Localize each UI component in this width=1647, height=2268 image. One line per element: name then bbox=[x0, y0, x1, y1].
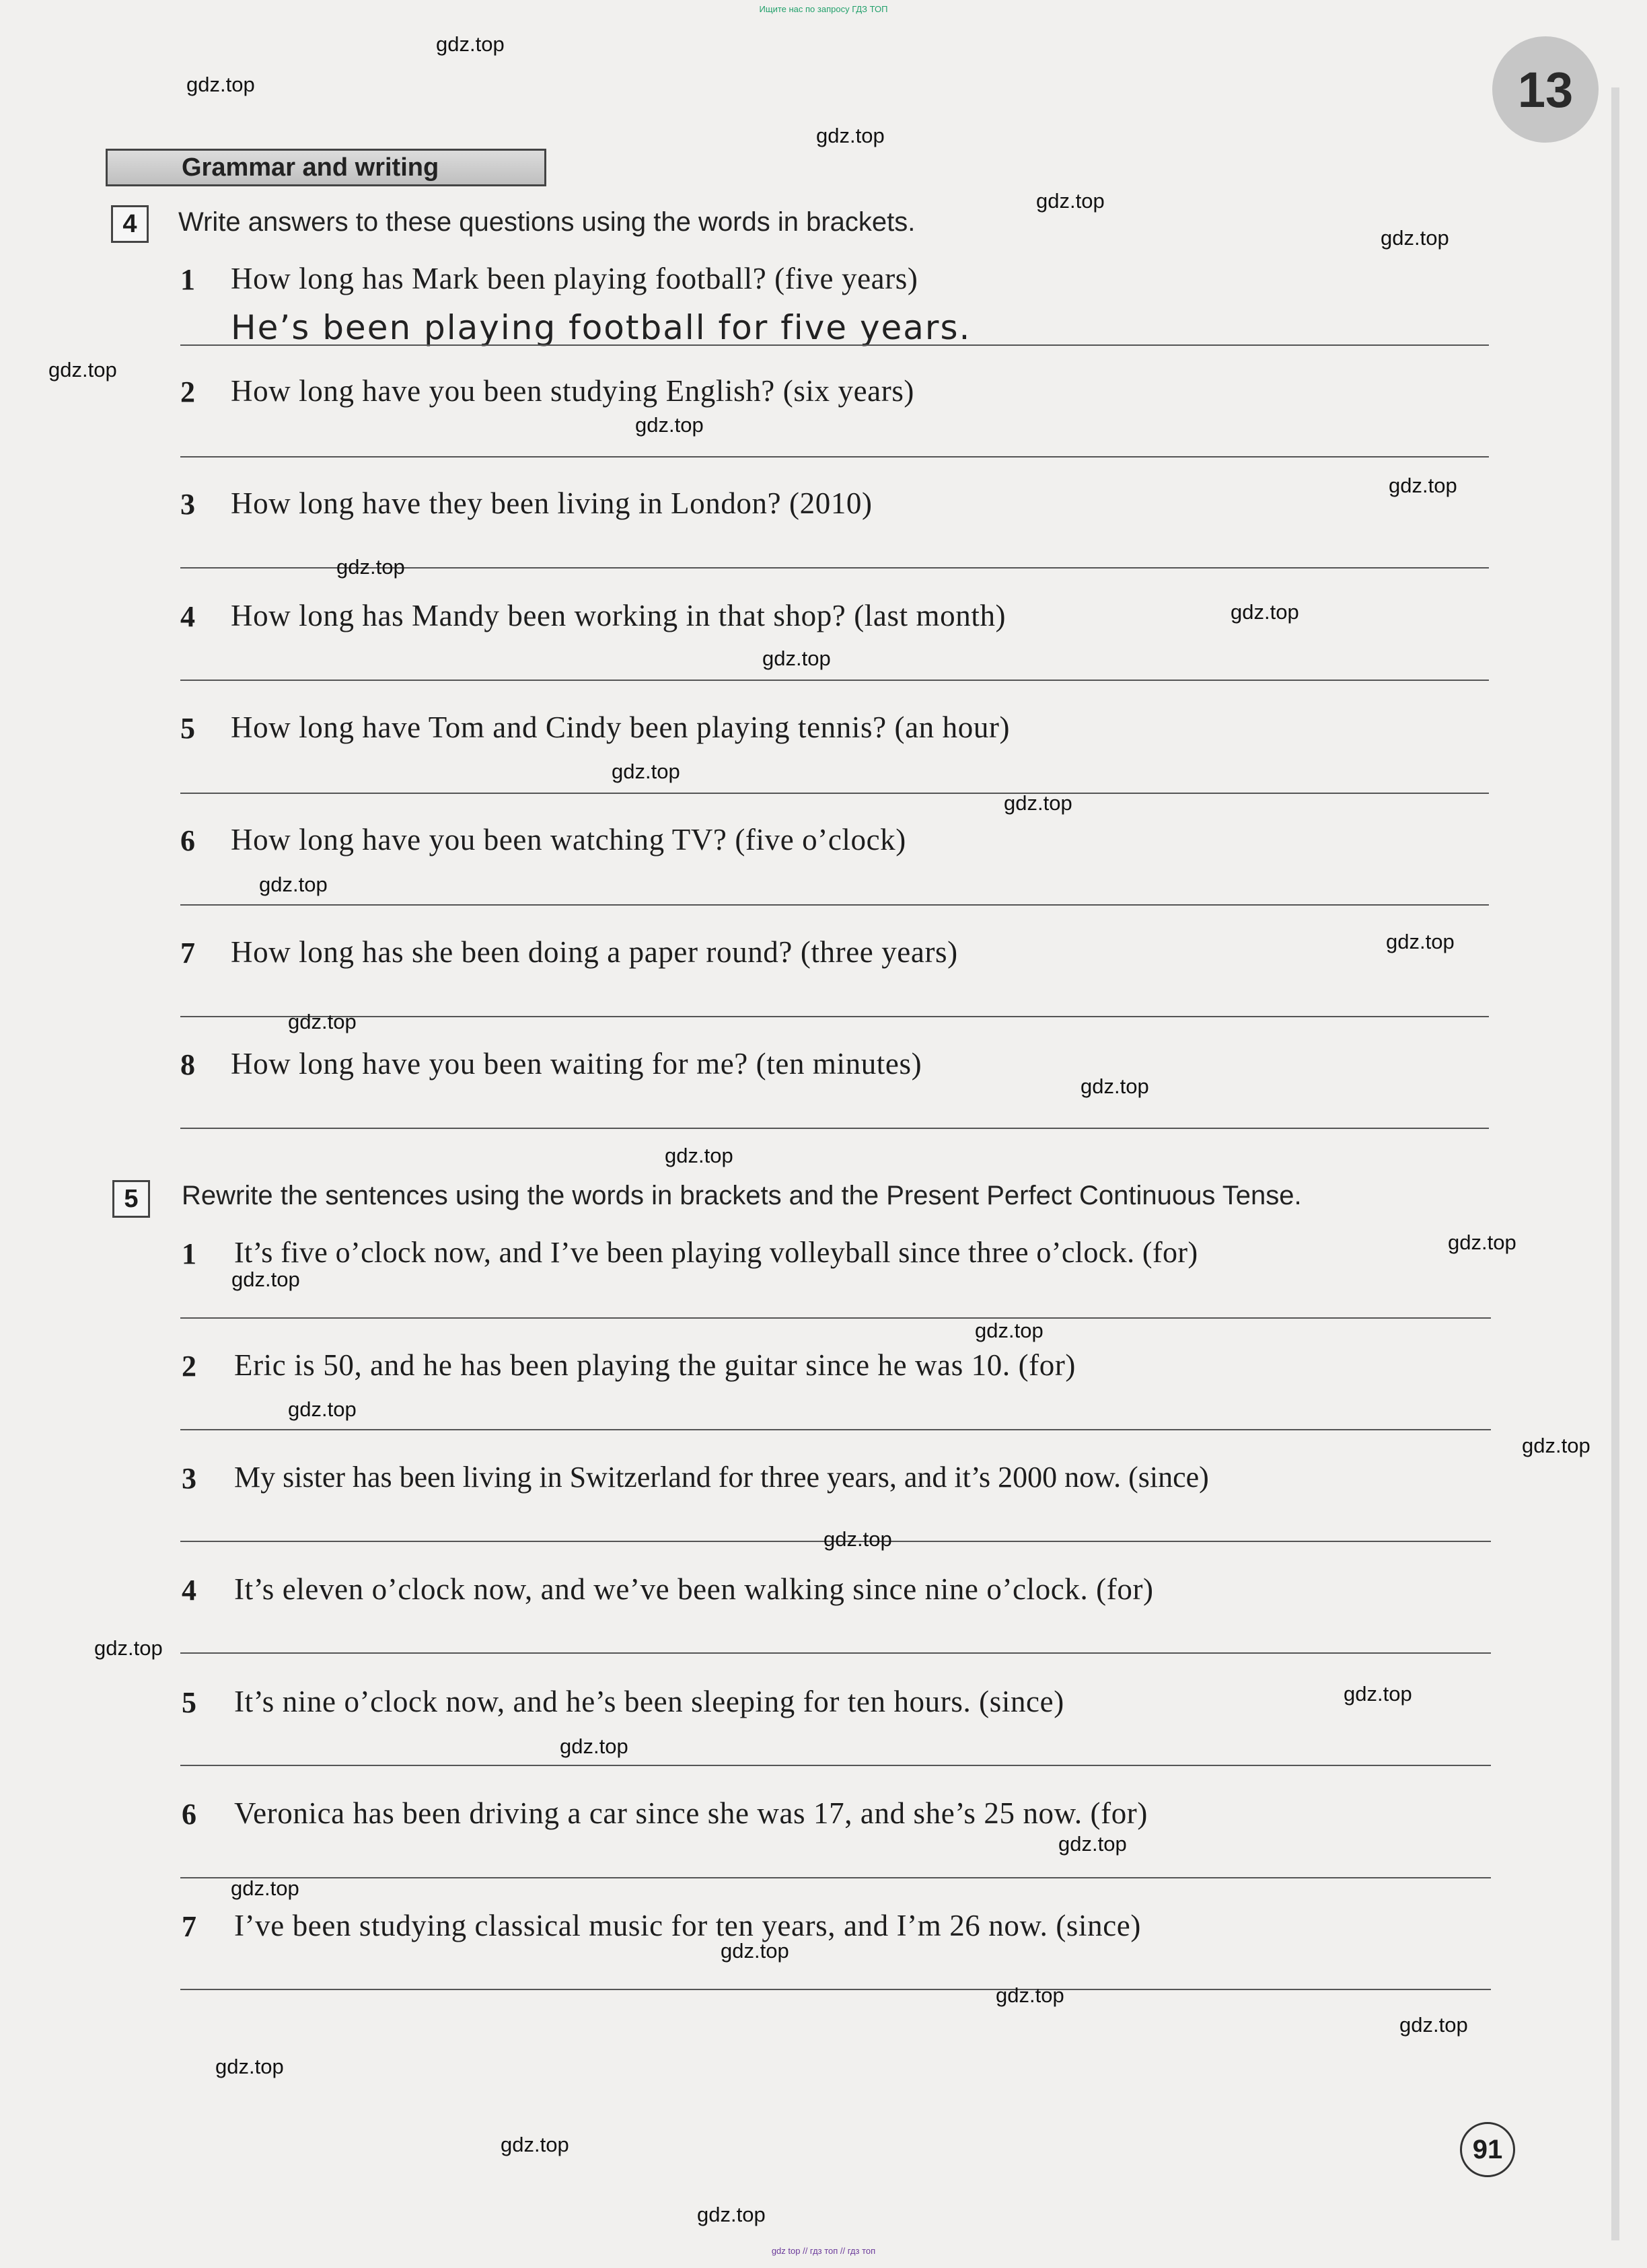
page-number: 91 bbox=[1460, 2122, 1515, 2177]
sentence-number: 7 bbox=[182, 1910, 196, 1943]
answer-line[interactable] bbox=[180, 1016, 1489, 1017]
watermark: gdz.top bbox=[1004, 791, 1072, 815]
question-text: How long has she been doing a paper round? (three years) bbox=[231, 935, 958, 969]
sentence-text: It’s eleven o’clock now, and we’ve been walking since nine o’clock. (for) bbox=[234, 1572, 1154, 1606]
sentence-text: Eric is 50, and he has been playing the guitar since he was 10. (for) bbox=[234, 1348, 1076, 1382]
question-text: How long have you been studying English? (six years) bbox=[231, 374, 915, 408]
answer-line[interactable] bbox=[180, 1317, 1491, 1319]
answer-line[interactable] bbox=[180, 904, 1489, 906]
question-number: 5 bbox=[180, 712, 195, 745]
watermark: gdz.top bbox=[259, 873, 328, 896]
answer-line[interactable] bbox=[180, 456, 1489, 458]
watermark: gdz.top bbox=[1381, 226, 1449, 250]
exercise-4-instruction: Write answers to these questions using the words in brackets. bbox=[178, 207, 916, 237]
top-banner: Ищите нас по запросу ГДЗ ТОП bbox=[759, 4, 888, 14]
answer-line[interactable] bbox=[180, 1989, 1491, 1990]
watermark: gdz.top bbox=[1399, 2013, 1468, 2037]
question-number: 2 bbox=[180, 375, 195, 408]
page-edge bbox=[1611, 87, 1619, 2240]
question-number: 1 bbox=[180, 263, 195, 296]
sentence-number: 1 bbox=[182, 1237, 196, 1270]
answer-line[interactable] bbox=[180, 1877, 1491, 1878]
question-number: 7 bbox=[180, 937, 195, 970]
watermark: gdz.top bbox=[288, 1397, 357, 1421]
question-number: 4 bbox=[180, 600, 195, 633]
sentence-number: 5 bbox=[182, 1686, 196, 1719]
question-text: How long has Mark been playing football? (five years) bbox=[231, 262, 918, 295]
watermark: gdz.top bbox=[1081, 1074, 1149, 1098]
answer-line[interactable] bbox=[180, 344, 1489, 346]
watermark: gdz.top bbox=[501, 2133, 569, 2156]
watermark: gdz.top bbox=[665, 1144, 733, 1167]
sentence-number: 3 bbox=[182, 1462, 196, 1495]
watermark: gdz.top bbox=[186, 73, 255, 96]
sentence-text: It’s nine o’clock now, and he’s been sleeping for ten hours. (since) bbox=[234, 1685, 1064, 1718]
question-number: 6 bbox=[180, 824, 195, 857]
sentence-number: 4 bbox=[182, 1574, 196, 1607]
question-text: How long have you been watching TV? (five o’clock) bbox=[231, 823, 906, 856]
watermark: gdz.top bbox=[635, 413, 704, 437]
unit-number-badge: 13 bbox=[1492, 36, 1599, 143]
sentence-number: 2 bbox=[182, 1350, 196, 1383]
watermark: gdz.top bbox=[1522, 1434, 1590, 1457]
watermark: gdz.top bbox=[612, 760, 680, 783]
watermark: gdz.top bbox=[1344, 1682, 1412, 1706]
watermark: gdz.top bbox=[762, 647, 831, 670]
answer-line[interactable] bbox=[180, 1652, 1491, 1654]
watermark: gdz.top bbox=[288, 1010, 357, 1033]
sentence-text: I’ve been studying classical music for ten years, and I’m 26 now. (since) bbox=[234, 1909, 1141, 1942]
question-number: 8 bbox=[180, 1048, 195, 1081]
watermark: gdz.top bbox=[1389, 474, 1457, 497]
question-text: How long has Mandy been working in that shop? (last month) bbox=[231, 599, 1007, 632]
sentence-text: Veronica has been driving a car since she was 17, and she’s 25 now. (for) bbox=[234, 1796, 1148, 1830]
sentence-text: My sister has been living in Switzerland for three years, and it’s 2000 now. (since) bbox=[234, 1461, 1209, 1494]
sentence-number: 6 bbox=[182, 1798, 196, 1831]
question-text: How long have Tom and Cindy been playing tennis? (an hour) bbox=[231, 710, 1011, 744]
watermark: gdz.top bbox=[975, 1319, 1044, 1342]
section-title: Grammar and writing bbox=[106, 149, 546, 186]
watermark: gdz.top bbox=[1036, 189, 1105, 213]
question-text: How long have you been waiting for me? (ten minutes) bbox=[231, 1047, 922, 1081]
watermark: gdz.top bbox=[996, 1983, 1064, 2007]
exercise-5-instruction: Rewrite the sentences using the words in brackets and the Present Perfect Continuous Tense. bbox=[182, 1181, 1302, 1210]
watermark: gdz.top bbox=[721, 1939, 789, 1963]
watermark: gdz.top bbox=[231, 1876, 299, 1900]
answer-line[interactable] bbox=[180, 1128, 1489, 1129]
watermark: gdz.top bbox=[697, 2203, 766, 2226]
exercise-5-number: 5 bbox=[112, 1180, 150, 1218]
watermark: gdz.top bbox=[231, 1268, 300, 1291]
watermark: gdz.top bbox=[816, 124, 885, 147]
watermark: gdz.top bbox=[94, 1636, 163, 1660]
watermark: gdz.top bbox=[215, 2055, 284, 2078]
watermark: gdz.top bbox=[48, 358, 117, 381]
question-text: How long have they been living in London? (2010) bbox=[231, 486, 873, 520]
watermark: gdz.top bbox=[436, 32, 505, 56]
answer-line[interactable] bbox=[180, 680, 1489, 681]
watermark: gdz.top bbox=[1058, 1832, 1127, 1856]
bottom-banner: gdz top // гдз топ // гдз топ bbox=[771, 2246, 876, 2256]
answer-line[interactable] bbox=[180, 793, 1489, 794]
answer-line[interactable] bbox=[180, 1429, 1491, 1430]
watermark: gdz.top bbox=[1231, 600, 1299, 624]
handwritten-answer: He’s been playing football for five years. bbox=[231, 308, 972, 347]
answer-line[interactable] bbox=[180, 1765, 1491, 1766]
watermark: gdz.top bbox=[824, 1527, 892, 1551]
watermark: gdz.top bbox=[1448, 1231, 1516, 1254]
watermark: gdz.top bbox=[336, 555, 405, 579]
exercise-4-number: 4 bbox=[111, 205, 149, 243]
sentence-text: It’s five o’clock now, and I’ve been playing volleyball since three o’clock. (for) bbox=[234, 1236, 1198, 1269]
watermark: gdz.top bbox=[1386, 930, 1455, 953]
question-number: 3 bbox=[180, 488, 195, 521]
watermark: gdz.top bbox=[560, 1734, 628, 1758]
